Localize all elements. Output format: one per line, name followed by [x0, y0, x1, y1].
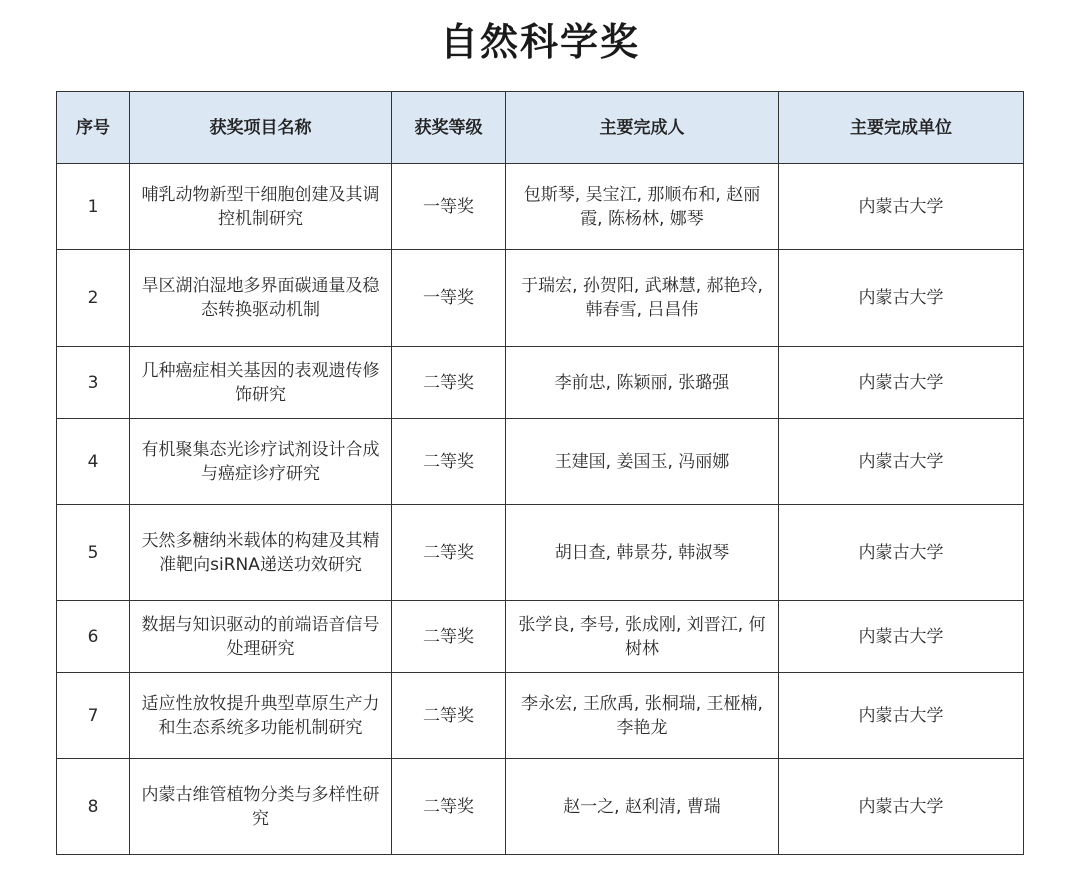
cell-project: 内蒙古维管植物分类与多样性研究 — [130, 759, 392, 855]
header-people: 主要完成人 — [506, 92, 779, 164]
cell-people: 赵一之, 赵利清, 曹瑞 — [506, 759, 779, 855]
cell-people: 胡日查, 韩景芬, 韩淑琴 — [506, 505, 779, 601]
cell-project: 有机聚集态光诊疗试剂设计合成与癌症诊疗研究 — [130, 419, 392, 505]
cell-project: 几种癌症相关基因的表观遗传修饰研究 — [130, 347, 392, 419]
cell-unit: 内蒙古大学 — [779, 601, 1024, 673]
cell-unit: 内蒙古大学 — [779, 419, 1024, 505]
cell-project: 旱区湖泊湿地多界面碳通量及稳态转换驱动机制 — [130, 250, 392, 347]
cell-unit: 内蒙古大学 — [779, 347, 1024, 419]
header-level: 获奖等级 — [392, 92, 506, 164]
cell-unit: 内蒙古大学 — [779, 250, 1024, 347]
cell-people: 王建国, 姜国玉, 冯丽娜 — [506, 419, 779, 505]
cell-unit: 内蒙古大学 — [779, 759, 1024, 855]
cell-index: 6 — [57, 601, 130, 673]
cell-level: 二等奖 — [392, 419, 506, 505]
header-project: 获奖项目名称 — [130, 92, 392, 164]
cell-project: 天然多糖纳米载体的构建及其精准靶向siRNA递送功效研究 — [130, 505, 392, 601]
cell-level: 一等奖 — [392, 164, 506, 250]
header-index: 序号 — [57, 92, 130, 164]
cell-people: 张学良, 李号, 张成刚, 刘晋江, 何树林 — [506, 601, 779, 673]
cell-index: 8 — [57, 759, 130, 855]
cell-people: 李前忠, 陈颖丽, 张璐强 — [506, 347, 779, 419]
cell-people: 李永宏, 王欣禹, 张桐瑞, 王桠楠, 李艳龙 — [506, 673, 779, 759]
cell-unit: 内蒙古大学 — [779, 164, 1024, 250]
table-row — [57, 250, 1024, 347]
header-unit: 主要完成单位 — [779, 92, 1024, 164]
awards-table — [56, 91, 1024, 855]
cell-index: 3 — [57, 347, 130, 419]
table-row — [57, 419, 1024, 505]
cell-index: 7 — [57, 673, 130, 759]
cell-project: 数据与知识驱动的前端语音信号处理研究 — [130, 601, 392, 673]
table-row — [57, 164, 1024, 250]
table-row — [57, 673, 1024, 759]
cell-people: 于瑞宏, 孙贺阳, 武琳慧, 郝艳玲, 韩春雪, 吕昌伟 — [506, 250, 779, 347]
cell-level: 一等奖 — [392, 250, 506, 347]
cell-unit: 内蒙古大学 — [779, 505, 1024, 601]
cell-project: 适应性放牧提升典型草原生产力和生态系统多功能机制研究 — [130, 673, 392, 759]
cell-level: 二等奖 — [392, 601, 506, 673]
cell-index: 4 — [57, 419, 130, 505]
table-row — [57, 505, 1024, 601]
cell-level: 二等奖 — [392, 673, 506, 759]
cell-index: 5 — [57, 505, 130, 601]
cell-level: 二等奖 — [392, 347, 506, 419]
header-row — [57, 92, 1024, 164]
cell-project: 哺乳动物新型干细胞创建及其调控机制研究 — [130, 164, 392, 250]
table-row — [57, 759, 1024, 855]
cell-index: 2 — [57, 250, 130, 347]
table-row — [57, 347, 1024, 419]
page-title: 自然科学奖 — [439, 20, 640, 64]
cell-unit: 内蒙古大学 — [779, 673, 1024, 759]
cell-level: 二等奖 — [392, 505, 506, 601]
cell-index: 1 — [57, 164, 130, 250]
cell-level: 二等奖 — [392, 759, 506, 855]
table-row — [57, 601, 1024, 673]
cell-people: 包斯琴, 吴宝江, 那顺布和, 赵丽霞, 陈杨林, 娜琴 — [506, 164, 779, 250]
